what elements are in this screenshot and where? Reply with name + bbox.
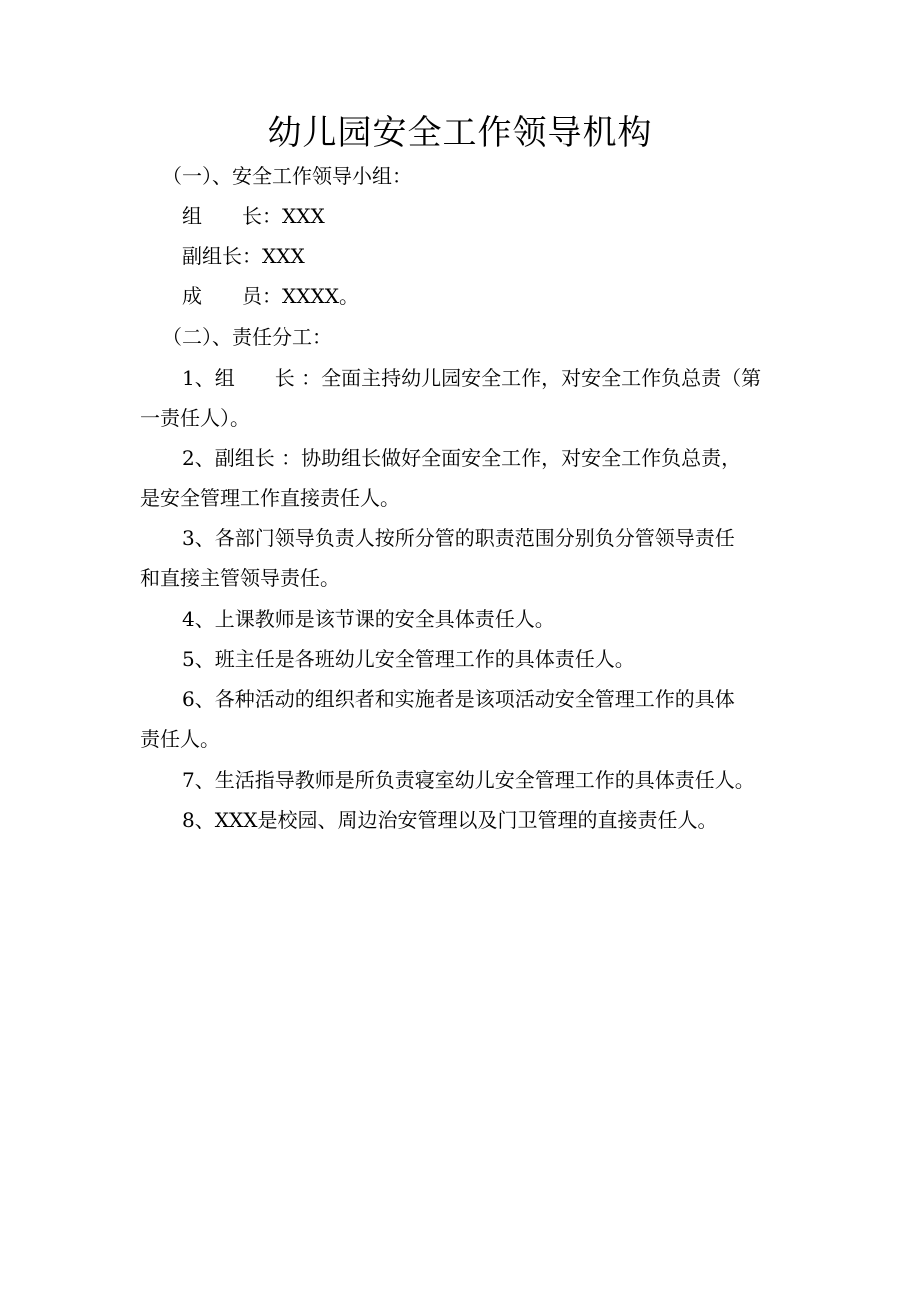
responsibility-item-6-line-2: 责任人。 (140, 727, 220, 751)
responsibility-item-1-line-2: 一责任人）。 (140, 406, 250, 430)
responsibility-item-3-line-2: 和直接主管领导责任。 (140, 566, 340, 590)
section-heading-leadership-group: （一）、安全工作领导小组： (162, 164, 412, 188)
document-title: 幼儿园安全工作领导机构 (267, 113, 653, 153)
responsibility-item-1-line-1: 1、组 长 ：全面主持幼儿园安全工作，对安全工作负总责（第 (182, 366, 762, 390)
responsibility-item-7: 7、生活指导教师是所负责寝室幼儿安全管理工作的具体责任人。 (182, 768, 755, 792)
deputy-leader-line: 副组长：XXX (182, 244, 305, 268)
responsibility-item-6-line-1: 6、各种活动的组织者和实施者是该项活动安全管理工作的具体 (182, 687, 735, 711)
responsibility-item-2-line-2: 是安全管理工作直接责任人。 (140, 486, 400, 510)
members-line: 成 员：XXXX。 (182, 284, 359, 308)
responsibility-item-8: 8、XXX是校园、周边治安管理以及门卫管理的直接责任人。 (182, 808, 718, 832)
responsibility-item-5: 5、班主任是各班幼儿安全管理工作的具体责任人。 (182, 647, 635, 671)
responsibility-item-2-line-1: 2、副组长 ：协助组长做好全面安全工作，对安全工作负总责， (182, 446, 742, 470)
responsibility-item-4: 4、上课教师是该节课的安全具体责任人。 (182, 607, 555, 631)
responsibility-item-3-line-1: 3、各部门领导负责人按所分管的职责范围分别负分管领导责任 (182, 526, 735, 550)
section-heading-responsibilities: （二）、责任分工： (162, 325, 332, 349)
leader-line: 组 长：XXX (182, 204, 325, 228)
